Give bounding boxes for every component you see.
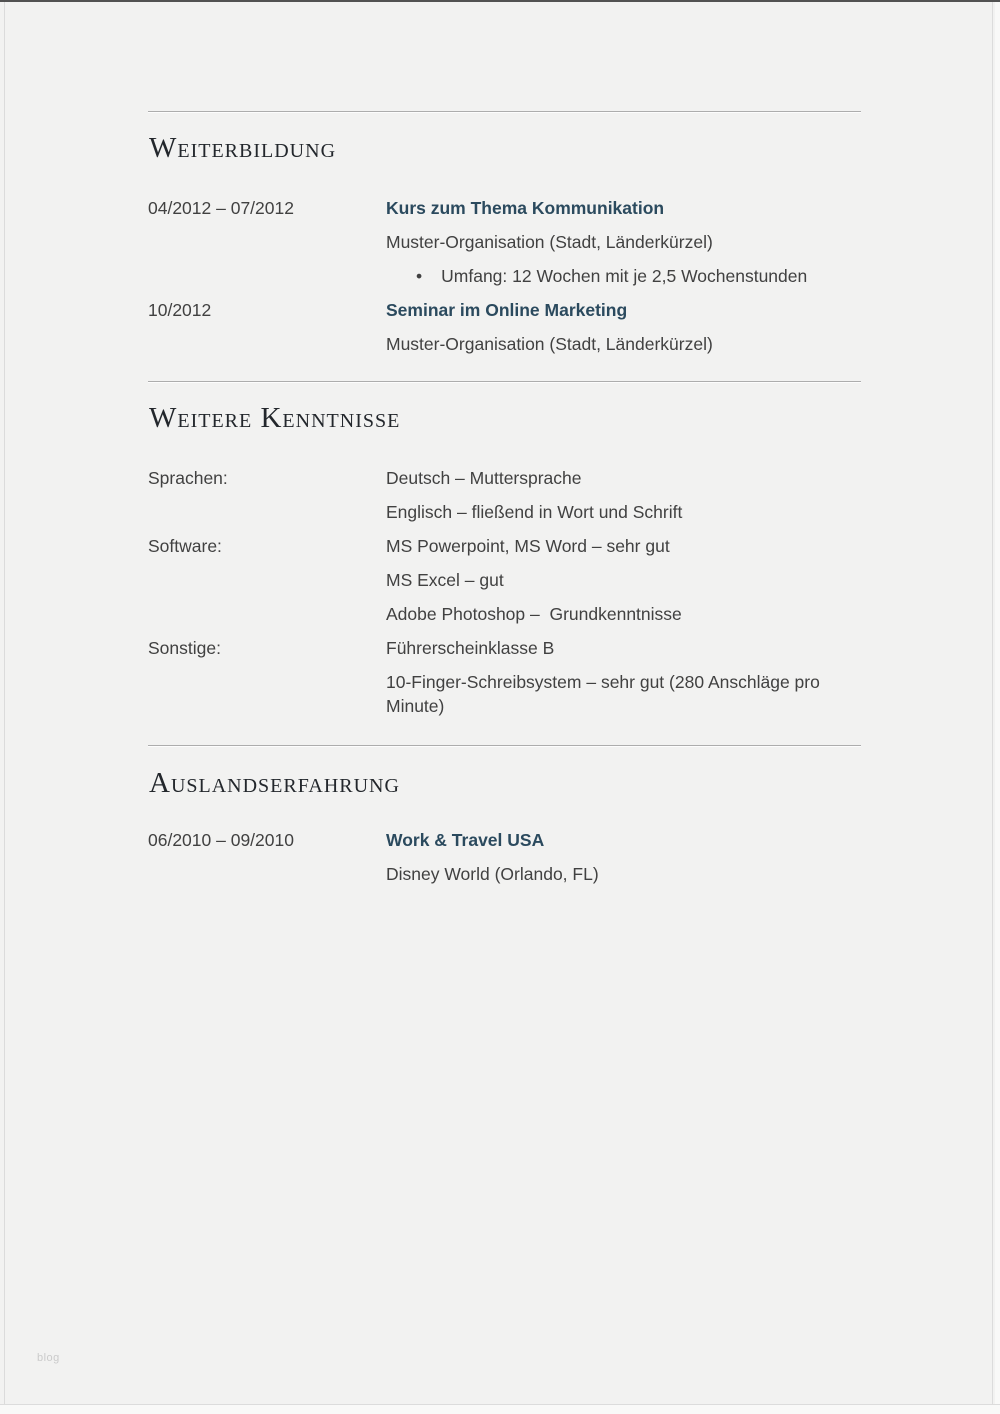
entry-row [148,670,861,718]
entry-text: MS Powerpoint, MS Word – sehr gut [386,536,670,556]
entry-label: 06/2010 – 09/2010 [148,830,294,850]
entry-text: MS Excel – gut [386,570,504,590]
entry-text: Umfang: 12 Wochen mit je 2,5 Wochenstunden [441,266,808,286]
section-divider [148,111,861,112]
entry-text: Adobe Photoshop – Grundkenntnisse [386,604,682,624]
entry-content [386,230,861,254]
entry-row [148,298,861,322]
section-divider [148,745,861,746]
sections-root [148,0,861,1414]
entry-heading: Seminar im Online Marketing [386,300,628,320]
section-rows [148,196,861,366]
section-title: Weitere Kenntnisse [149,402,401,434]
entry-content [386,862,861,886]
entry-row [148,568,861,592]
entry-content [386,466,861,490]
entry-label: Sprachen: [148,468,228,488]
section-rows [148,828,861,896]
entry-row [148,466,861,490]
entry-text: Führerscheinklasse B [386,638,555,658]
section-divider [148,381,861,382]
entry-label: Sonstige: [148,638,221,658]
entry-row [148,264,861,288]
watermark-text: blog [37,1352,60,1364]
entry-content [386,670,861,718]
entry-content [386,828,861,852]
entry-label: 04/2012 – 07/2012 [148,198,294,218]
bullet-icon: • [416,266,423,286]
entry-content [386,500,861,524]
entry-row [148,196,861,220]
entry-text: Muster-Organisation (Stadt, Länderkürzel) [386,334,713,354]
entry-text: Englisch – fließend in Wort und Schrift [386,502,683,522]
bullet-line [386,264,861,288]
entry-row [148,500,861,524]
page-left-edge [4,2,5,1404]
section-rows [148,466,861,728]
entry-text: Deutsch – Muttersprache [386,468,582,488]
entry-row [148,602,861,626]
entry-row [148,230,861,254]
entry-row [148,332,861,356]
entry-row [148,534,861,558]
section-title: Auslandserfahrung [149,767,400,799]
entry-text: Disney World (Orlando, FL) [386,864,599,884]
entry-row [148,862,861,886]
entry-content [386,534,861,558]
entry-heading: Work & Travel USA [386,830,545,850]
page-right-margin [995,2,1000,1414]
entry-row [148,636,861,660]
entry-text: 10-Finger-Schreibsystem – sehr gut (280 Anschläge pro Minute) [386,672,825,716]
entry-content [386,196,861,220]
entry-heading: Kurs zum Thema Kommunikation [386,198,665,218]
entry-content [386,602,861,626]
entry-row [148,828,861,852]
entry-label: 10/2012 [148,300,212,320]
entry-content [386,298,861,322]
entry-label: Software: [148,536,222,556]
entry-text: Muster-Organisation (Stadt, Länderkürzel) [386,232,713,252]
entry-content [386,264,861,288]
page-right-edge [992,2,993,1404]
entry-content [386,332,861,356]
entry-content [386,636,861,660]
entry-content [386,568,861,592]
section-title: Weiterbildung [149,132,337,164]
